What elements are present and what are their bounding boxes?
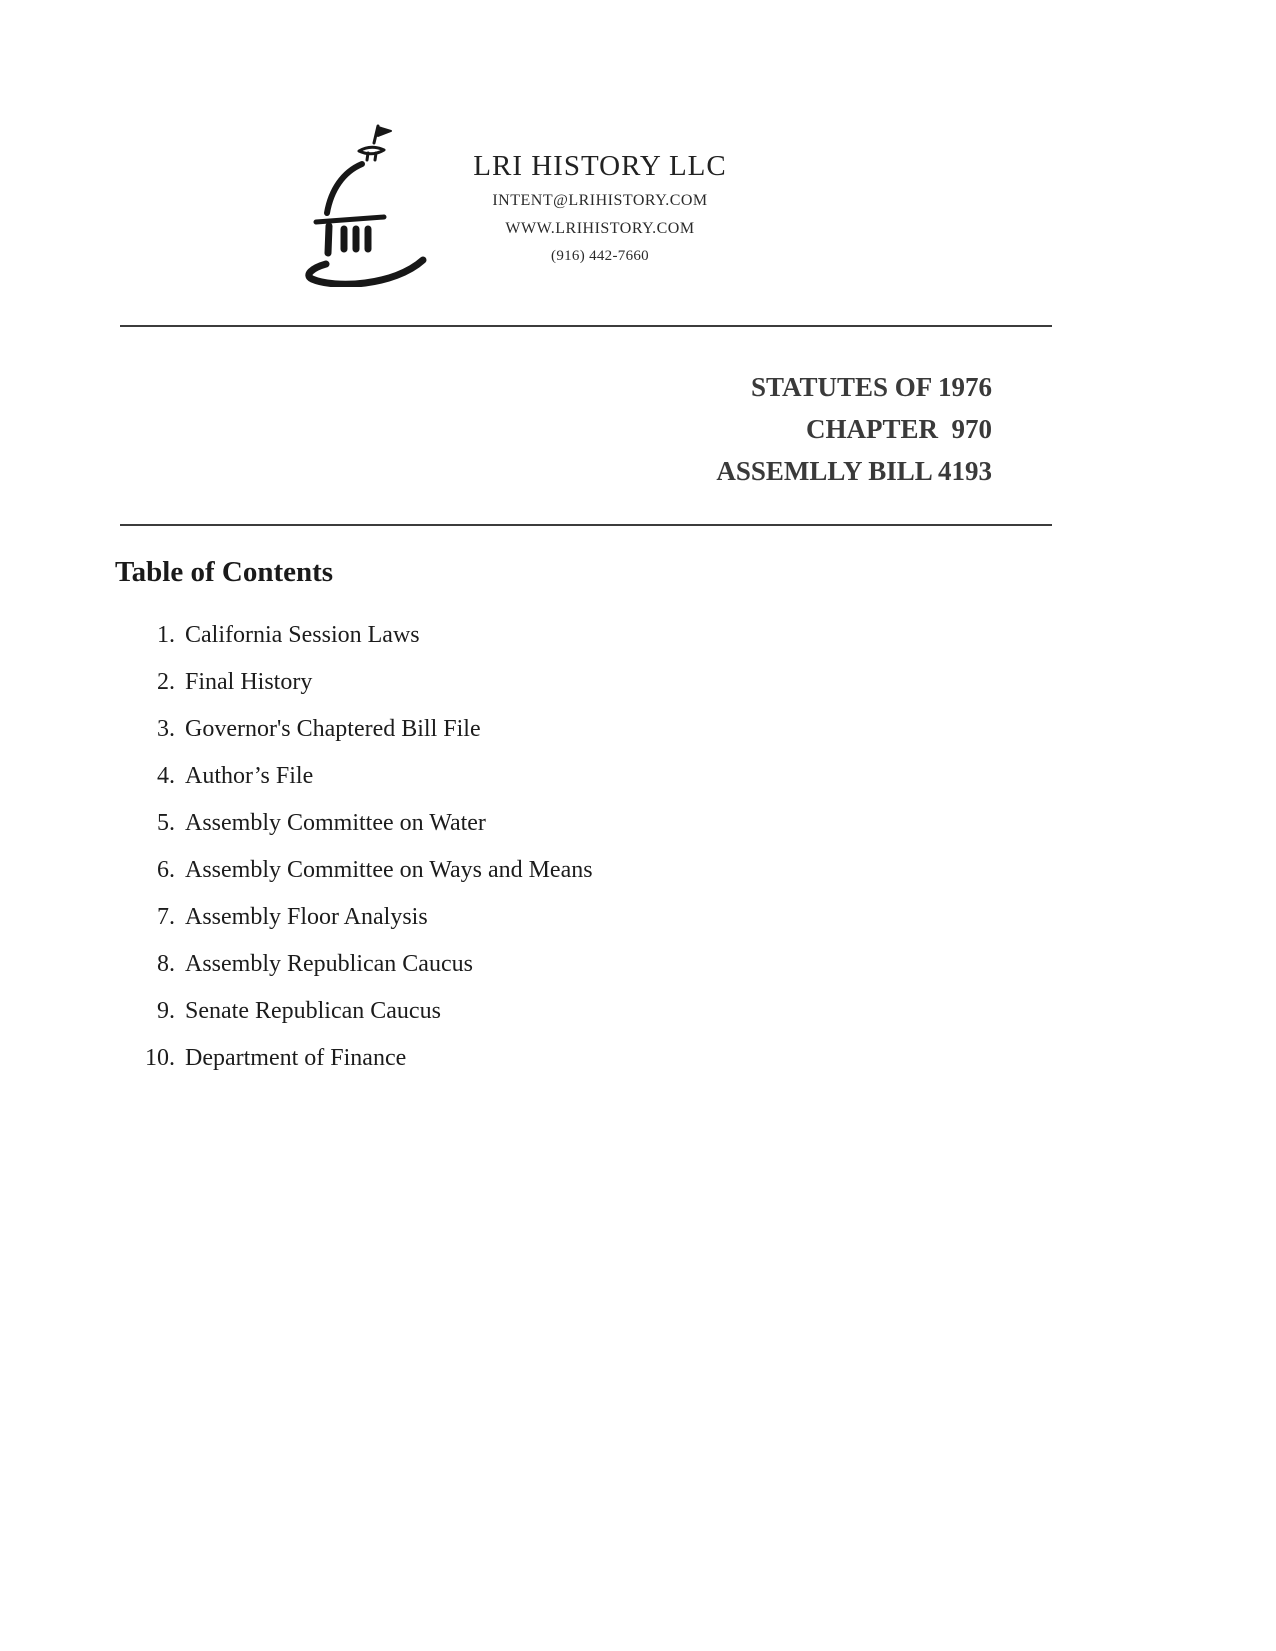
statute-title-block (420, 366, 992, 492)
statutes-line: STATUTES OF 1976 (750, 372, 992, 402)
horizontal-rule-bottom (120, 524, 1052, 526)
toc-item: 7. Assembly Floor Analysis (181, 904, 593, 931)
capitol-building-sketch-icon (295, 122, 445, 287)
phone-number: (916) 442-7660 (551, 248, 649, 264)
chapter-line: CHAPTER 970 (805, 414, 992, 444)
header (430, 150, 770, 275)
toc-item: 5. Assembly Committee on Water (181, 810, 593, 837)
assembly-bill-line: ASSEMLLY BILL 4193 (716, 456, 992, 486)
toc-list (0, 622, 593, 1092)
horizontal-rule-top (120, 325, 1052, 327)
toc-item: 6. Assembly Committee on Ways and Means (181, 857, 593, 884)
toc-item: 1. California Session Laws (181, 622, 593, 649)
email-address: INTENT@LRIHISTORY.COM (492, 192, 708, 209)
toc-item: 4. Author’s File (181, 763, 593, 790)
company-name: LRI HISTORY LLC (473, 150, 727, 182)
toc-item: 8. Assembly Republican Caucus (181, 951, 593, 978)
toc-item: 3. Governor's Chaptered Bill File (181, 716, 593, 743)
toc-item: 9. Senate Republican Caucus (181, 998, 593, 1025)
toc-item: 10. Department of Finance (181, 1045, 593, 1072)
toc-item: 2. Final History (181, 669, 593, 696)
website-url: WWW.LRIHISTORY.COM (505, 220, 695, 237)
toc-heading: Table of Contents (115, 556, 334, 588)
